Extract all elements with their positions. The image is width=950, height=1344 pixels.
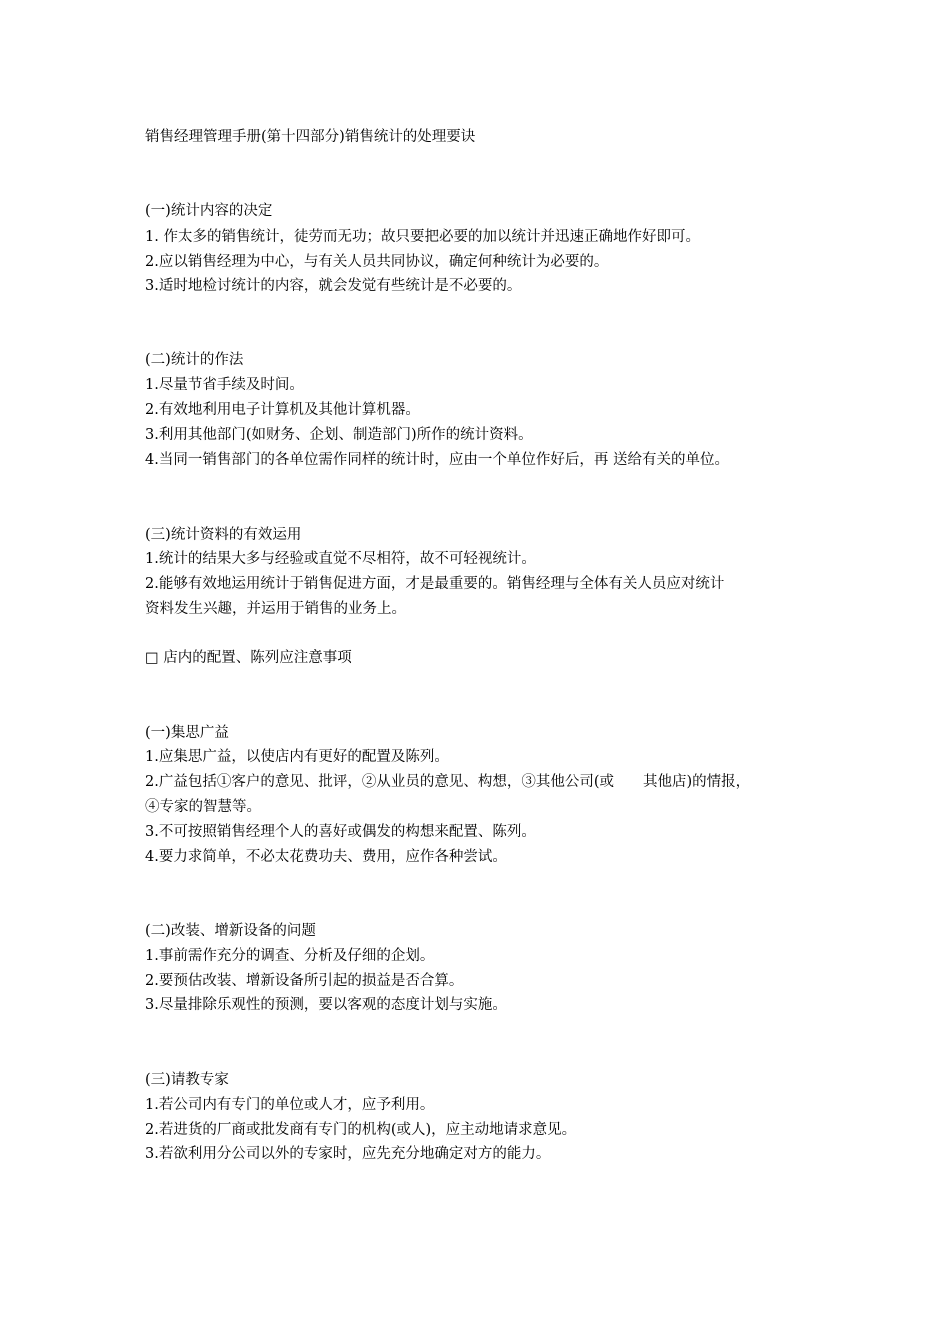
text-line: 2.要预估改装、增新设备所引起的损益是否合算。 bbox=[145, 973, 464, 989]
text-line: 3.利用其他部门(如财务、企划、制造部门)所作的统计资料。 bbox=[145, 427, 533, 443]
text-line: 2.应以销售经理为中心，与有关人员共同协议，确定何种统计为必要的。 bbox=[145, 254, 609, 270]
text-line: 4.要力求简单，不必太花费功夫、费用，应作各种尝试。 bbox=[145, 849, 507, 865]
text-line: 2.有效地利用电子计算机及其他计算机器。 bbox=[145, 402, 420, 418]
text-line: 3.适时地检讨统计的内容，就会发觉有些统计是不必要的。 bbox=[145, 278, 522, 294]
text-line: 3.不可按照销售经理个人的喜好或偶发的构想来配置、陈列。 bbox=[145, 824, 536, 840]
text-line: 3.若欲利用分公司以外的专家时，应先充分地确定对方的能力。 bbox=[145, 1146, 551, 1162]
section-heading: (二)统计的作法 bbox=[145, 352, 244, 368]
text-line: 1.应集思广益，以使店内有更好的配置及陈列。 bbox=[145, 749, 449, 765]
section-heading: (一)集思广益 bbox=[145, 725, 229, 741]
chapter-heading: □ 店内的配置、陈列应注意事项 bbox=[145, 650, 352, 666]
text-line: 2.能够有效地运用统计于销售促进方面，才是最重要的。销售经理与全体有关人员应对统计 bbox=[145, 576, 725, 592]
text-line: 1.若公司内有专门的单位或人才，应予利用。 bbox=[145, 1097, 435, 1113]
section-heading: (一)统计内容的决定 bbox=[145, 203, 273, 219]
text-line: 1.统计的结果大多与经验或直觉不尽相符，故不可轻视统计。 bbox=[145, 551, 536, 567]
section-heading: (二)改装、增新设备的问题 bbox=[145, 923, 316, 939]
text-line: ④专家的智慧等。 bbox=[145, 799, 261, 815]
text-line: 2.广益包括①客户的意见、批评，②从业员的意见、构想，③其他公司(或 其他店)的情报， bbox=[145, 774, 751, 790]
section-heading: (三)请教专家 bbox=[145, 1072, 229, 1088]
text-line: 资料发生兴趣，并运用于销售的业务上。 bbox=[145, 601, 406, 617]
document-title: 销售经理管理手册(第十四部分)销售统计的处理要诀 bbox=[145, 129, 476, 145]
text-line: 3.尽量排除乐观性的预测，要以客观的态度计划与实施。 bbox=[145, 997, 507, 1013]
text-line: 1. 作太多的销售统计，徒劳而无功；故只要把必要的加以统计并迅速正确地作好即可。 bbox=[145, 229, 700, 245]
text-line: 1.尽量节省手续及时间。 bbox=[145, 377, 304, 393]
text-line: 1.事前需作充分的调查、分析及仔细的企划。 bbox=[145, 948, 435, 964]
text-line: 2.若进货的厂商或批发商有专门的机构(或人)，应主动地请求意见。 bbox=[145, 1122, 577, 1138]
section-heading: (三)统计资料的有效运用 bbox=[145, 527, 302, 543]
text-line: 4.当同一销售部门的各单位需作同样的统计时，应由一个单位作好后，再 送给有关的单位。 bbox=[145, 452, 729, 468]
